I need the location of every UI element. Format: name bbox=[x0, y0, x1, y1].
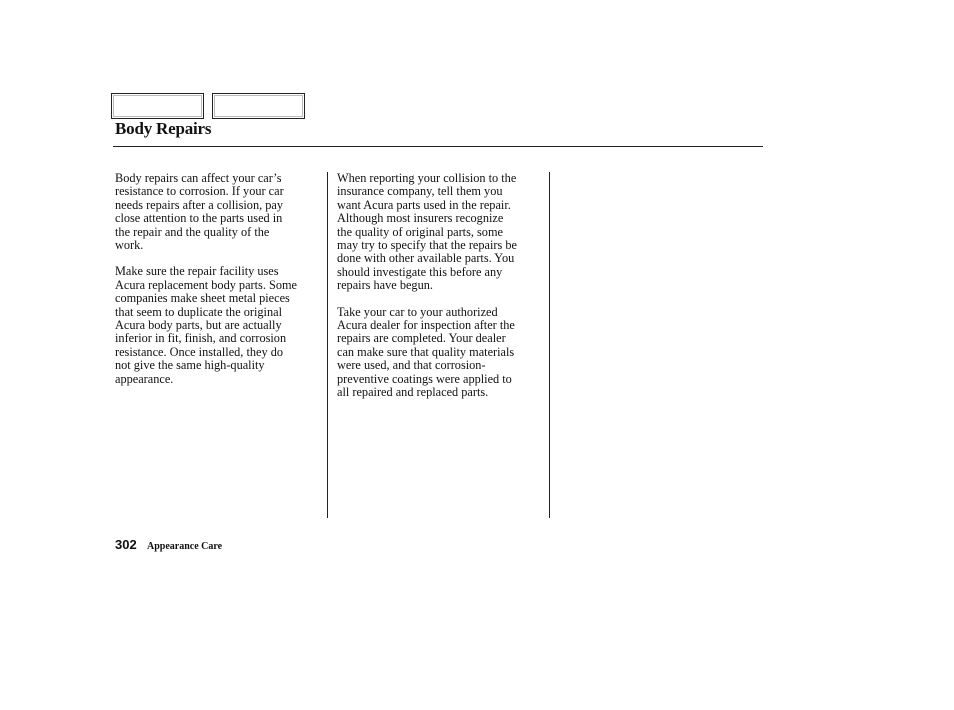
previous-page-button[interactable] bbox=[111, 93, 204, 119]
column-divider bbox=[549, 172, 550, 518]
column-divider bbox=[327, 172, 328, 518]
section-name: Appearance Care bbox=[147, 541, 223, 552]
next-page-button[interactable] bbox=[212, 93, 305, 119]
page-number: 302 bbox=[115, 537, 137, 552]
paragraph: When reporting your collision to the insurance company, tell them you want Acura parts used in the repair. Although most insurers recognize the quality of original parts, some may try to specify that the repairs be done with other available parts. You should investigate this before any repairs have begun. bbox=[337, 171, 517, 293]
paragraph: Body repairs can affect your car’s resistance to corrosion. If your car needs repairs after a collision, pay close attention to the parts used in the repair and the quality of the work. bbox=[115, 171, 284, 253]
paragraph: Make sure the repair facility uses Acura replacement body parts. Some companies make sheet metal pieces that seem to duplicate the original Acura body parts, but are actually inferior in fit, finish, and corrosion resistance. Once installed, they do not give the same high-quality appearance. bbox=[115, 264, 297, 386]
paragraph: Take your car to your authorized Acura dealer for inspection after the repairs are completed. Your dealer can make sure that quality materials were used, and that corrosion- preventive coatings were applied to all repaired and replaced parts. bbox=[337, 304, 515, 400]
text-column-middle bbox=[337, 172, 542, 413]
page-title: Body Repairs bbox=[115, 119, 212, 138]
title-divider bbox=[113, 146, 763, 147]
text-column-left bbox=[115, 172, 320, 399]
